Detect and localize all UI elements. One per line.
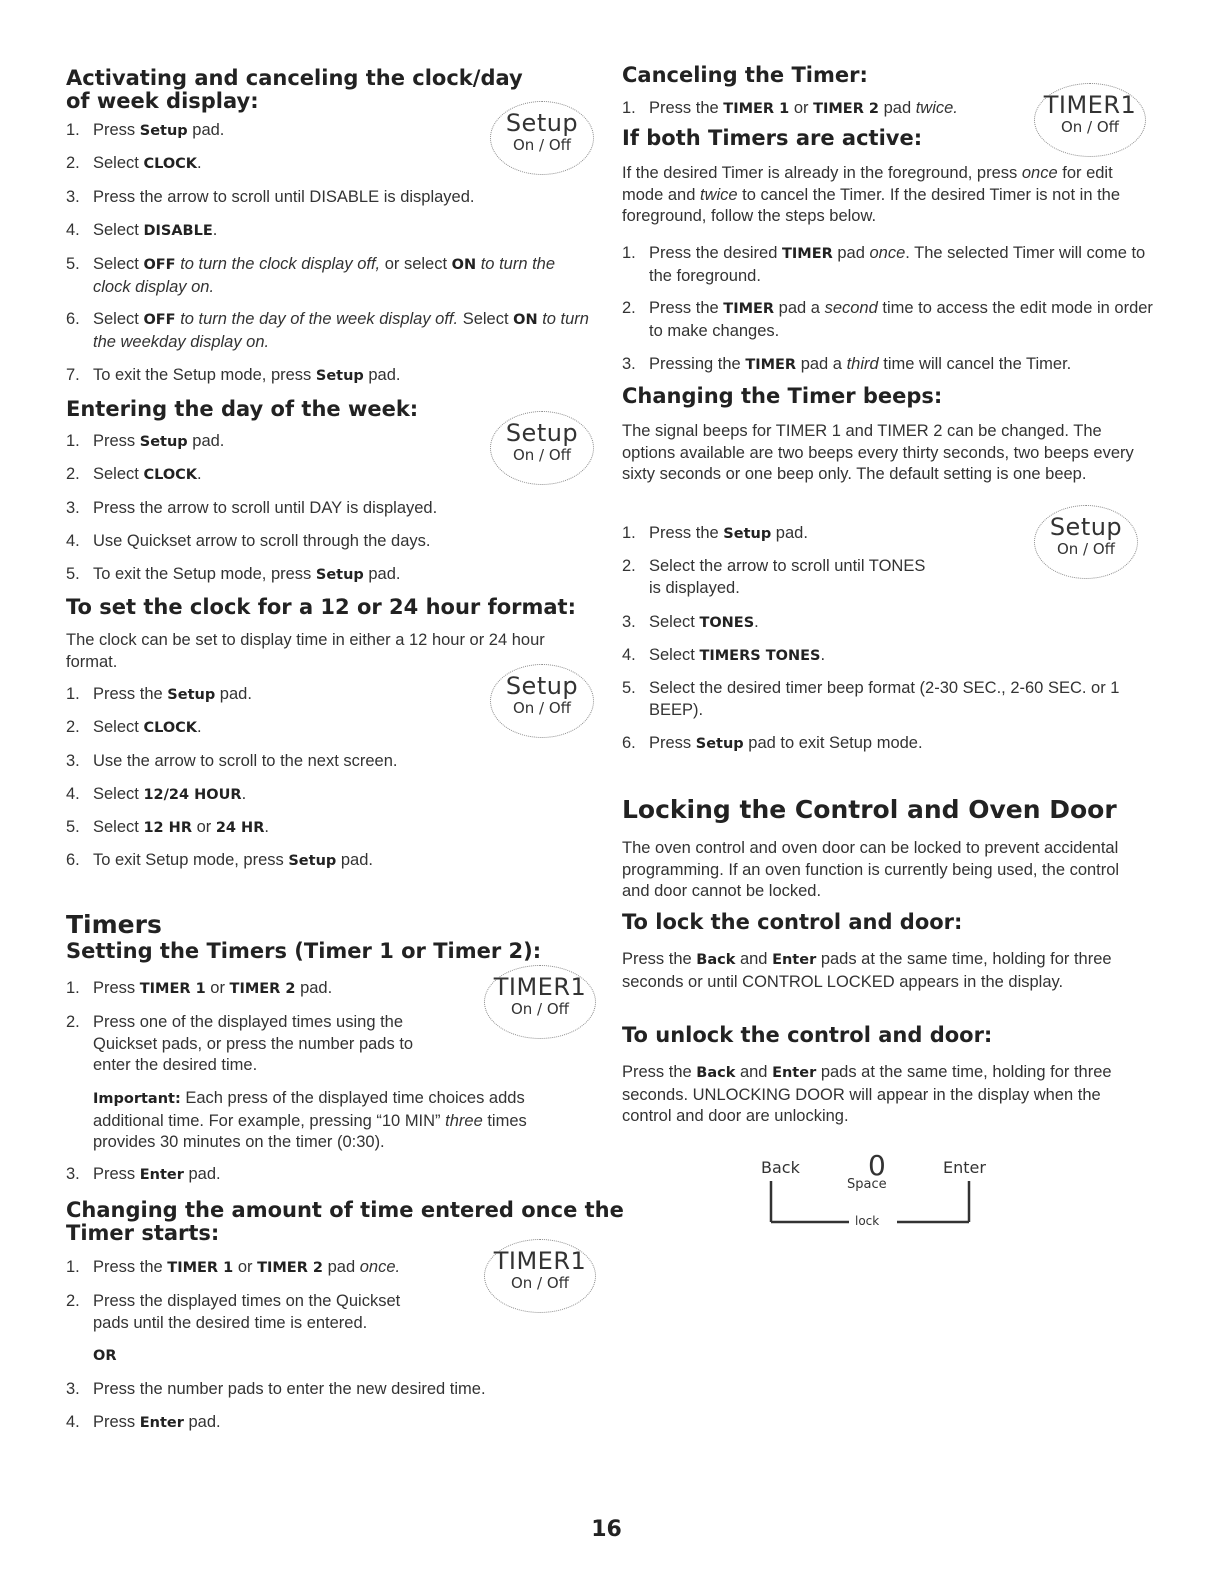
pad-onoff: On / Off — [512, 699, 572, 717]
item-number: 6. — [66, 851, 80, 869]
pad-label: Setup — [505, 419, 579, 447]
item-text: Select 12 HR or 24 HR. — [93, 818, 269, 836]
item-text: Select OFF to turn the day of the week display off. Select ON to turn the weekday display on. — [93, 310, 589, 351]
timer-beeps-intro: The signal beeps for TIMER 1 and TIMER 2 can be changed. The options available are two beeps every thirty seconds, two beeps every sixty seconds or one beep only. The default setting is one beep. — [622, 422, 1134, 483]
list-item — [66, 464, 593, 487]
item-number: 4. — [66, 785, 80, 803]
section-title-12-24-format: To set the clock for a 12 or 24 hour format: — [66, 595, 576, 619]
item-text: Use Quickset arrow to scroll through the days. — [93, 532, 431, 550]
list-item — [66, 1012, 493, 1077]
lock-key-diagram — [757, 1148, 997, 1238]
timer1-pad-icon — [484, 1239, 596, 1313]
item-text: Select CLOCK. — [93, 718, 202, 736]
item-number: 3. — [66, 1380, 80, 1398]
list-item — [66, 817, 593, 840]
item-text: Press the number pads to enter the new desired time. — [93, 1380, 486, 1398]
section-title-day-of-week: Entering the day of the week: — [66, 397, 419, 421]
item-text: Press the displayed times on the Quickset pads until the desired time is entered. — [93, 1292, 401, 1332]
item-number: 1. — [66, 121, 80, 139]
item-number: 2. — [66, 154, 80, 172]
or-label — [93, 1345, 117, 1368]
item-text: Press the TIMER 1 or TIMER 2 pad twice. — [649, 99, 958, 117]
pad-label: TIMER1 — [493, 973, 587, 1001]
list-item — [66, 153, 593, 176]
item-text: Press the Setup pad. — [93, 685, 252, 703]
item-number: 7. — [66, 366, 80, 384]
item-number: 1. — [622, 524, 636, 542]
list-item — [622, 98, 1069, 121]
pad-onoff: On / Off — [512, 136, 572, 154]
item-number: 6. — [622, 734, 636, 752]
pad-label: Setup — [505, 109, 579, 137]
item-text: To exit the Setup mode, press Setup pad. — [93, 565, 401, 583]
list-item — [66, 751, 593, 773]
item-number: 4. — [66, 1413, 80, 1431]
lock-bracket-lines — [757, 1148, 997, 1238]
item-text: Select TONES. — [649, 613, 759, 631]
item-text: Select CLOCK. — [93, 465, 202, 483]
item-text: Select 12/24 HOUR. — [93, 785, 247, 803]
list-item — [66, 1291, 493, 1334]
item-number: 5. — [66, 255, 80, 273]
format-intro: The clock can be set to display time in either a 12 hour or 24 hour format. — [66, 631, 545, 671]
back-key-label: Back — [761, 1158, 800, 1177]
section-title-unlock: To unlock the control and door: — [622, 1023, 993, 1047]
item-number: 4. — [622, 646, 636, 664]
pad-onoff: On / Off — [1056, 540, 1116, 558]
enter-key-label: Enter — [943, 1158, 986, 1177]
list-item — [66, 120, 593, 143]
item-number: 3. — [622, 355, 636, 373]
unlock-text: Press the Back and Enter pads at the same time, holding for three seconds. UNLOCKING DOOR will appear in the display when the control and door are unlocking. — [622, 1063, 1112, 1125]
title-line-2: Timer starts: — [66, 1221, 220, 1245]
item-number: 2. — [66, 465, 80, 483]
item-number: 2. — [66, 1292, 80, 1310]
section-title-lock: To lock the control and door: — [622, 910, 963, 934]
section-title-timer-beeps: Changing the Timer beeps: — [622, 384, 943, 408]
list-item — [622, 298, 1159, 342]
list-item — [622, 243, 1159, 287]
item-text: Press the desired TIMER pad once. The selected Timer will come to the foreground. — [649, 244, 1146, 285]
item-text: Press the TIMER pad a second time to access the edit mode in order to make changes. — [649, 299, 1153, 340]
item-number: 1. — [66, 432, 80, 450]
locking-intro: The oven control and oven door can be locked to prevent accidental programming. If an oven function is currently being used, the control and door cannot be locked. — [622, 839, 1120, 900]
list-item — [66, 531, 593, 553]
or-text: OR — [93, 1348, 117, 1364]
list-item — [66, 850, 593, 873]
item-text: Select TIMERS TONES. — [649, 646, 826, 664]
item-text: To exit Setup mode, press Setup pad. — [93, 851, 373, 869]
item-number: 3. — [622, 613, 636, 631]
list-item — [66, 564, 593, 587]
item-text: Select DISABLE. — [93, 221, 218, 239]
list-item — [66, 1379, 593, 1401]
item-number: 3. — [66, 499, 80, 517]
page-number: 16 — [591, 1517, 622, 1542]
item-text: Press Setup pad to exit Setup mode. — [649, 734, 923, 752]
item-text: Use the arrow to scroll to the next screen. — [93, 752, 398, 770]
item-text: Press the Setup pad. — [649, 524, 808, 542]
item-text: Select CLOCK. — [93, 154, 202, 172]
pad-onoff: On / Off — [1060, 118, 1120, 136]
pad-onoff: On / Off — [512, 446, 572, 464]
locking-heading: Locking the Control and Oven Door — [622, 795, 1117, 824]
item-number: 6. — [66, 310, 80, 328]
item-text: Select the arrow to scroll until TONES is displayed. — [649, 557, 926, 597]
item-number: 5. — [66, 818, 80, 836]
pad-label: Setup — [505, 672, 579, 700]
item-number: 3. — [66, 1165, 80, 1183]
list-item — [622, 612, 1159, 635]
section-title-both-active: If both Timers are active: — [622, 126, 923, 150]
list-item — [622, 556, 1159, 599]
zero-key-label: 0 — [868, 1149, 886, 1182]
lock-label: lock — [855, 1214, 880, 1228]
list-item — [622, 354, 1159, 377]
pad-label: TIMER1 — [493, 1247, 587, 1275]
item-number: 5. — [66, 565, 80, 583]
item-text: Press Enter pad. — [93, 1165, 221, 1183]
important-note: Important: Each press of the displayed time choices adds additional time. For example, pressing “10 MIN” three times provides 30 minutes on the timer (0:30). — [93, 1089, 527, 1151]
list-item — [66, 1257, 493, 1280]
list-item — [66, 684, 593, 707]
item-number: 1. — [622, 244, 636, 262]
item-number: 4. — [66, 532, 80, 550]
item-text: Select the desired timer beep format (2-30 SEC., 2-60 SEC. or 1 BEEP). — [649, 679, 1120, 719]
item-text: Press TIMER 1 or TIMER 2 pad. — [93, 979, 333, 997]
item-text: Press the arrow to scroll until DISABLE is displayed. — [93, 188, 475, 206]
item-text: Select OFF to turn the clock display off, or select ON to turn the clock display on. — [93, 255, 556, 296]
item-number: 2. — [622, 557, 636, 575]
list-item — [66, 431, 593, 454]
item-number: 1. — [66, 1258, 80, 1276]
item-number: 2. — [66, 718, 80, 736]
list-item — [66, 254, 593, 298]
item-number: 2. — [66, 1013, 80, 1031]
lock-text: Press the Back and Enter pads at the same time, holding for three seconds or until CONTROL LOCKED appears in the display. — [622, 950, 1112, 991]
title-line-1: Changing the amount of time entered once the — [66, 1198, 624, 1222]
item-text: Press Enter pad. — [93, 1413, 221, 1431]
item-number: 1. — [66, 685, 80, 703]
item-text: Pressing the TIMER pad a third time will cancel the Timer. — [649, 355, 1072, 373]
pad-label: Setup — [1049, 513, 1123, 541]
item-number: 4. — [66, 221, 80, 239]
item-number: 1. — [66, 979, 80, 997]
timers-heading: Timers — [66, 910, 162, 939]
item-text: Press Setup pad. — [93, 432, 225, 450]
section-title-clock-display — [66, 67, 523, 113]
title-line-2: of week display: — [66, 89, 259, 113]
pad-label: TIMER1 — [1043, 91, 1137, 119]
item-text: Press the arrow to scroll until DAY is displayed. — [93, 499, 438, 517]
list-item — [66, 187, 593, 209]
list-item — [66, 1412, 593, 1435]
item-number: 2. — [622, 299, 636, 317]
item-text: Press one of the displayed times using the Quickset pads, or press the number pads to enter the desired time. — [93, 1013, 414, 1074]
pad-onoff: On / Off — [510, 1000, 570, 1018]
list-item — [66, 717, 593, 740]
list-item — [66, 365, 593, 388]
list-item — [622, 645, 1159, 668]
item-text: To exit the Setup mode, press Setup pad. — [93, 366, 401, 384]
item-text: Press the TIMER 1 or TIMER 2 pad once. — [93, 1258, 401, 1276]
timer1-pad-icon — [484, 965, 596, 1039]
both-active-intro: If the desired Timer is already in the foreground, press once for edit mode and twice to cancel the Timer. If the desired Timer is not in the foreground, follow the steps below. — [622, 164, 1121, 225]
item-number: 3. — [66, 752, 80, 770]
item-number: 5. — [622, 679, 636, 697]
item-number: 1. — [622, 99, 636, 117]
pad-onoff: On / Off — [510, 1274, 570, 1292]
list-item — [622, 733, 1159, 756]
list-item — [622, 523, 1159, 546]
list-item — [66, 498, 593, 520]
item-number: 3. — [66, 188, 80, 206]
list-item — [622, 678, 1159, 721]
list-item — [66, 309, 593, 353]
list-item — [66, 784, 593, 807]
section-title-canceling-timer: Canceling the Timer: — [622, 63, 868, 87]
title-line-1: Activating and canceling the clock/day — [66, 66, 523, 90]
space-key-label: Space — [847, 1177, 887, 1192]
section-title-setting-timers: Setting the Timers (Timer 1 or Timer 2): — [66, 939, 542, 963]
list-item — [66, 1164, 493, 1187]
item-text: Press Setup pad. — [93, 121, 225, 139]
list-item — [66, 220, 593, 243]
list-item — [66, 978, 493, 1001]
